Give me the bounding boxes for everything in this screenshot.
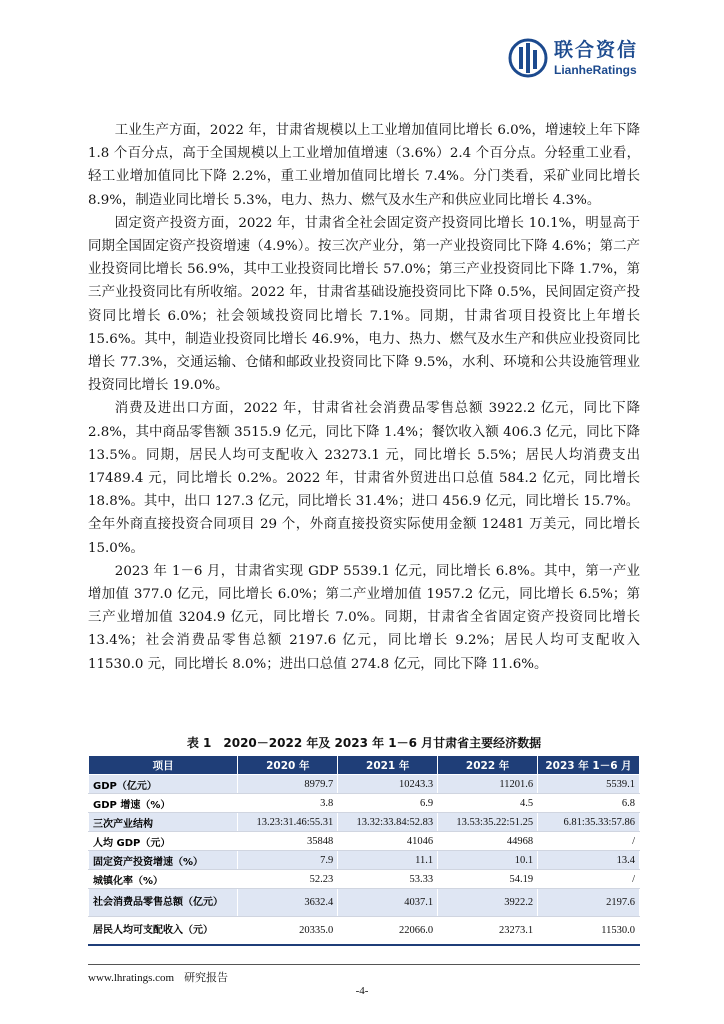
row-label: 社会消费品零售总额（亿元） bbox=[89, 889, 238, 917]
header-2020: 2020 年 bbox=[238, 756, 338, 775]
table-row bbox=[89, 775, 640, 794]
cell: 11530.0 bbox=[538, 917, 640, 946]
header-item: 项目 bbox=[89, 756, 238, 775]
cell: 11201.6 bbox=[438, 775, 538, 794]
paragraph-industrial-production: 工业生产方面，2022 年，甘肃省规模以上工业增加值同比增长 6.0%，增速较上年下降 1.8 个百分点，高于全国规模以上工业增加值增速（3.6%）2.4 个百分点。分轻重工业看，轻工业增加值同比下降 2.2%，重工业增加值同比增长 7.4%。分门类看，采矿业同比增长 8.9%，制造业同比增长 5.3%，电力、热力、燃气及水生产和供应业同比增长 4.3%。 bbox=[88, 123, 640, 208]
cell: 3632.4 bbox=[238, 889, 338, 917]
cell: / bbox=[538, 870, 640, 889]
row-label: 固定资产投资增速（%） bbox=[89, 851, 238, 870]
row-label: GDP 增速（%） bbox=[89, 794, 238, 813]
cell: 54.19 bbox=[438, 870, 538, 889]
lianhe-logo-icon bbox=[508, 38, 548, 78]
table-row bbox=[89, 813, 640, 832]
table-row bbox=[89, 889, 640, 917]
row-label: 城镇化率（%） bbox=[89, 870, 238, 889]
cell: 3922.2 bbox=[438, 889, 538, 917]
cell: 11.1 bbox=[338, 851, 438, 870]
footer bbox=[88, 969, 228, 985]
table-row bbox=[89, 870, 640, 889]
cell: 10243.3 bbox=[338, 775, 438, 794]
cell: 44968 bbox=[438, 832, 538, 851]
cell: 52.23 bbox=[238, 870, 338, 889]
cell: 6.8 bbox=[538, 794, 640, 813]
cell: 13.53:35.22:51.25 bbox=[438, 813, 538, 832]
table-row bbox=[89, 851, 640, 870]
header-2023-h1: 2023 年 1－6 月 bbox=[538, 756, 640, 775]
cell: 20335.0 bbox=[238, 917, 338, 946]
row-label: 人均 GDP（元） bbox=[89, 832, 238, 851]
cell: 41046 bbox=[338, 832, 438, 851]
paragraph-foreign-investment: 全年外商直接投资合同项目 29 个，外商直接投资实际使用金额 12481 万美元，同比增长 15.0%。 bbox=[88, 517, 640, 556]
cell: 13.23:31.46:55.31 bbox=[238, 813, 338, 832]
table-row bbox=[89, 917, 640, 946]
cell: 2197.6 bbox=[538, 889, 640, 917]
paragraph-2023-h1: 2023 年 1－6 月，甘肃省实现 GDP 5539.1 亿元，同比增长 6.8%。其中，第一产业增加值 377.0 亿元，同比增长 6.0%；第二产业增加值 1957.2 亿元，同比增长 6.5%；第三产业增加值 3204.9 亿元，同比增长 7.0%。同期，甘肃省全省固定资产投资同比增长 13.4%；社会消费品零售总额 2197.6 亿元，同比增长 9.2%；居民人均可支配收入 11530.0 元，同比增长 8.0%；进出口总值 274.8 亿元，同比下降 11.6%。 bbox=[88, 563, 640, 672]
report-body bbox=[88, 119, 640, 676]
cell: 7.9 bbox=[238, 851, 338, 870]
footer-url[interactable]: www.lhratings.com bbox=[88, 972, 175, 984]
logo-chinese-name: 联合资信 bbox=[554, 38, 639, 61]
table-row bbox=[89, 832, 640, 851]
economic-data-table bbox=[88, 755, 640, 946]
cell: 35848 bbox=[238, 832, 338, 851]
cell: 6.9 bbox=[338, 794, 438, 813]
paragraph-fixed-asset-investment: 固定资产投资方面，2022 年，甘肃省全社会固定资产投资同比增长 10.1%，明显高于同期全国固定资产投资增速（4.9%）。按三次产业分，第一产业投资同比下降 4.6%；第二产业投资同比增长 56.9%，其中工业投资同比增长 57.0%；第三产业投资同比下降 1.7%，第三产业投资同比有所收缩。2022 年，甘肃省基础设施投资同比下降 0.5%，民间固定资产投资同比增长 6.0%；社会领域投资同比增长 7.1%。同期，甘肃省项目投资比上年增长 15.6%。其中，制造业投资同比增长 46.9%，电力、热力、燃气及水生产和供应业投资同比增长 77.3%，交通运输、仓储和邮政业投资同比下降 9.5%，水利、环境和公共设施管理业投资同比增长 19.0%。 bbox=[88, 215, 640, 394]
cell: 4.5 bbox=[438, 794, 538, 813]
cell: 13.32:33.84:52.83 bbox=[338, 813, 438, 832]
table-caption: 表 1 2020－2022 年及 2023 年 1－6 月甘肃省主要经济数据 bbox=[186, 736, 542, 750]
cell: 5539.1 bbox=[538, 775, 640, 794]
logo-english-name: LianheRatings bbox=[554, 62, 637, 77]
footer-doc-type: 研究报告 bbox=[184, 972, 229, 984]
cell: 10.1 bbox=[438, 851, 538, 870]
cell: 3.8 bbox=[238, 794, 338, 813]
cell: 13.4 bbox=[538, 851, 640, 870]
cell: 8979.7 bbox=[238, 775, 338, 794]
header-2021: 2021 年 bbox=[338, 756, 438, 775]
row-label: 居民人均可支配收入（元） bbox=[89, 917, 238, 946]
table-header-row bbox=[89, 756, 640, 775]
table-row bbox=[89, 794, 640, 813]
cell: 6.81:35.33:57.86 bbox=[538, 813, 640, 832]
row-label: 三次产业结构 bbox=[89, 813, 238, 832]
cell: / bbox=[538, 832, 640, 851]
cell: 22066.0 bbox=[338, 917, 438, 946]
cell: 23273.1 bbox=[438, 917, 538, 946]
cell: 4037.1 bbox=[338, 889, 438, 917]
company-logo bbox=[508, 36, 638, 80]
footer-divider bbox=[88, 964, 640, 965]
cell: 53.33 bbox=[338, 870, 438, 889]
header-2022: 2022 年 bbox=[438, 756, 538, 775]
row-label: GDP（亿元） bbox=[89, 775, 238, 794]
paragraph-consumption-trade: 消费及进出口方面，2022 年，甘肃省社会消费品零售总额 3922.2 亿元，同比下降 2.8%，其中商品零售额 3515.9 亿元，同比下降 1.4%；餐饮收入额 406.3 亿元，同比下降 13.5%。同期，居民人均可支配收入 23273.1 元，同比增长 5.5%；居民人均消费支出 17489.4 元，同比增长 0.2%。2022 年，甘肃省外贸进出口总值 584.2 亿元，同比增长 18.8%。其中，出口 127.3 亿元，同比增长 31.4%；进口 456.9 亿元，同比增长 15.7%。 bbox=[88, 401, 640, 510]
page-number: -4- bbox=[355, 985, 369, 997]
